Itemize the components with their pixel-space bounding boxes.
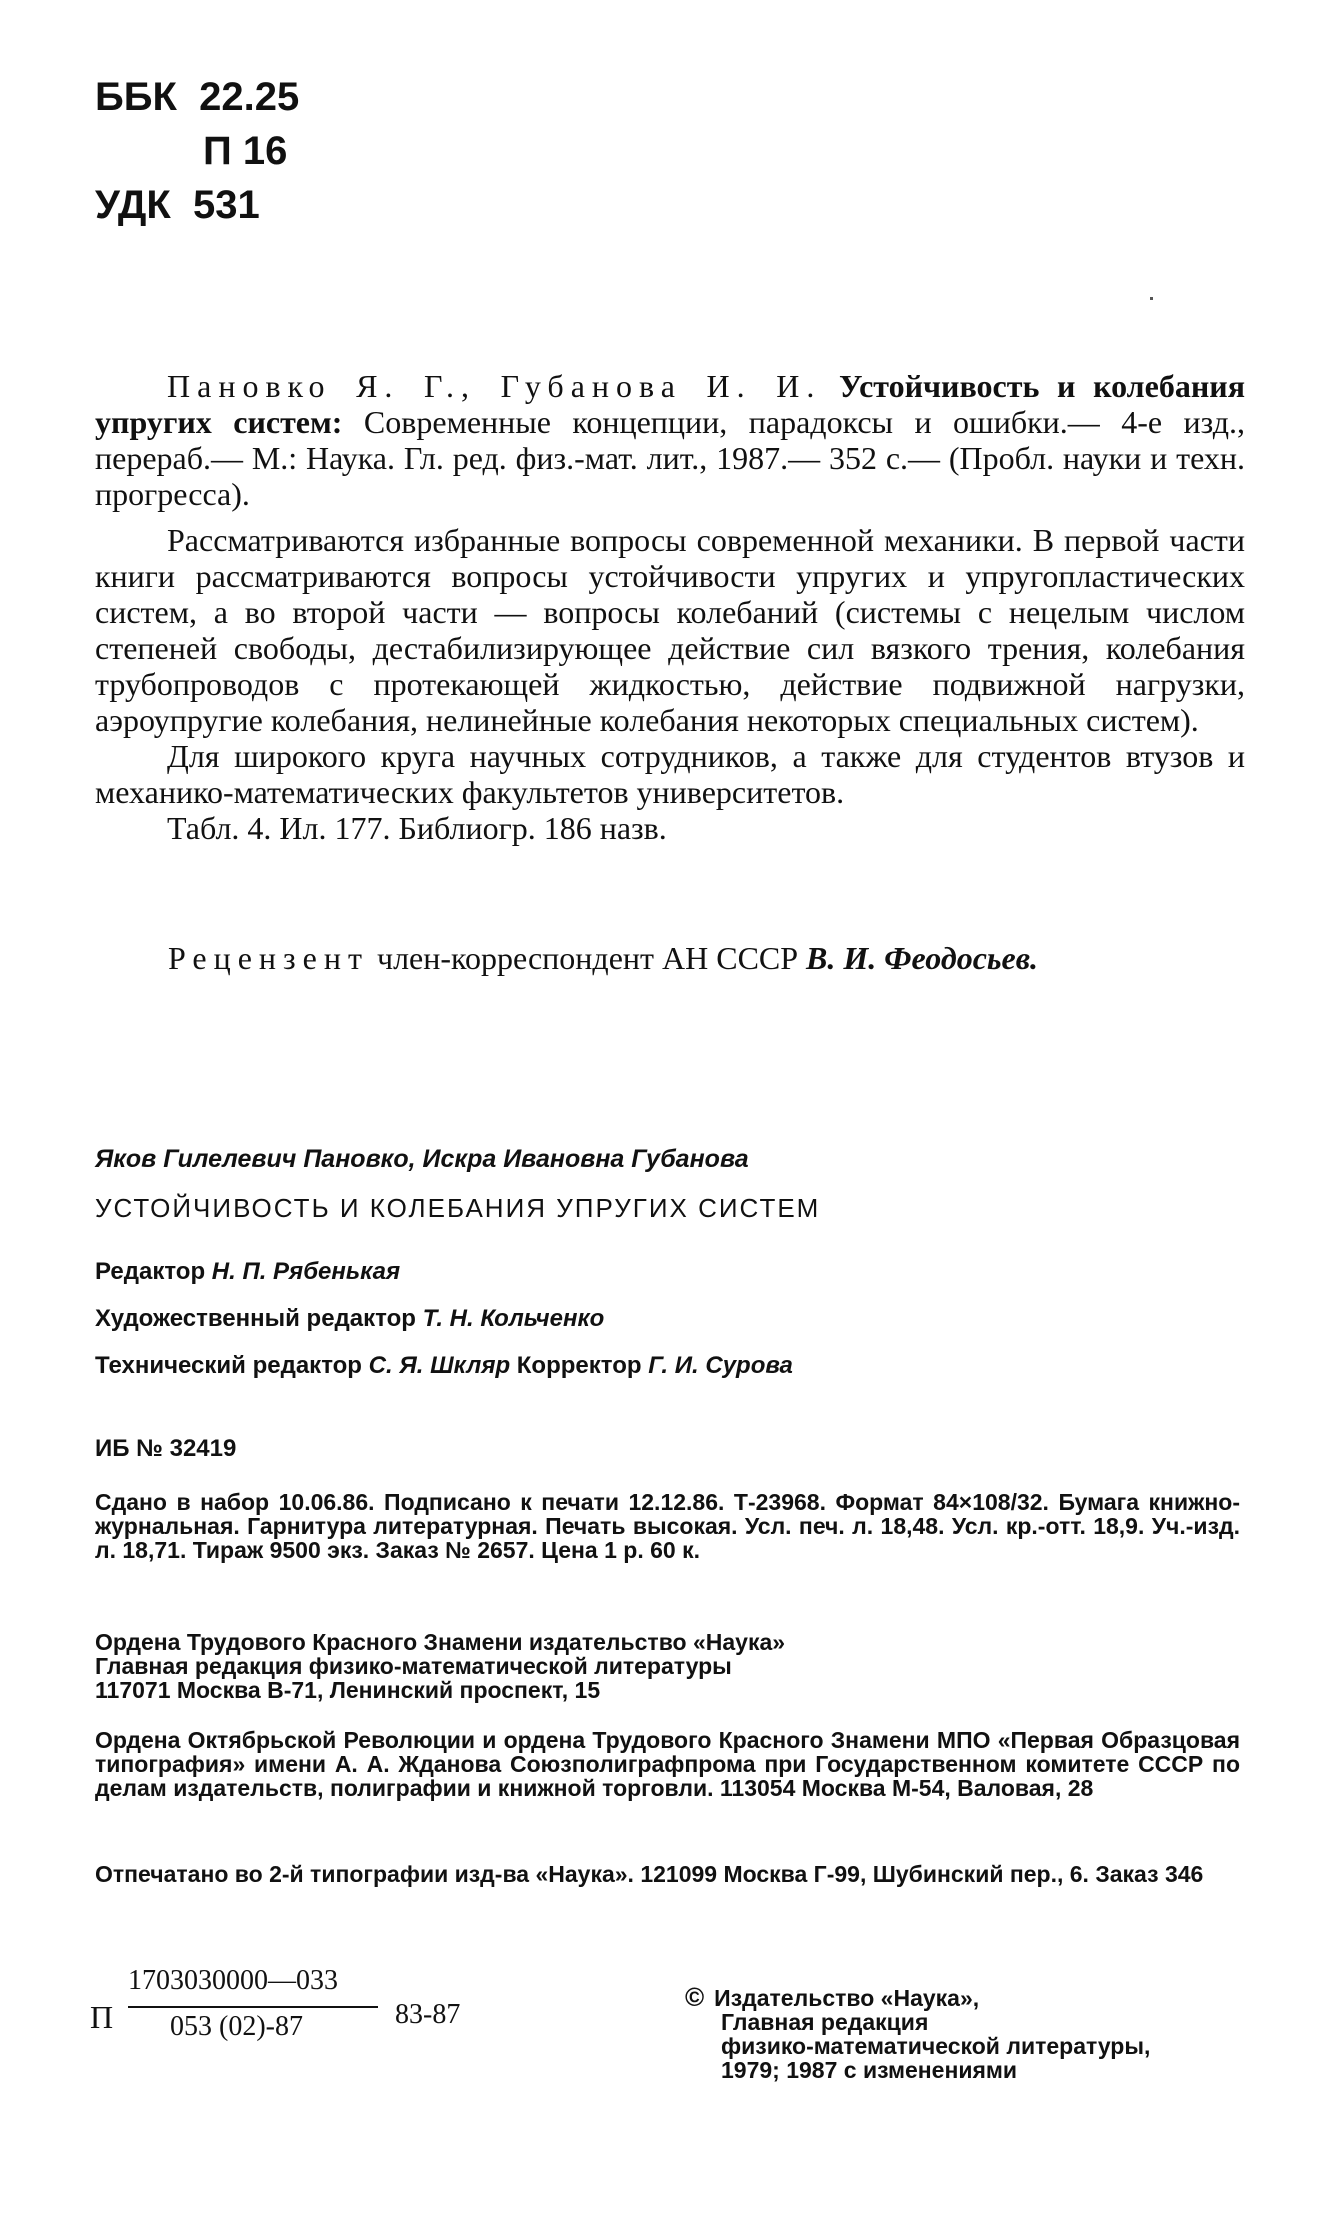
book-code bbox=[90, 1965, 510, 2075]
code-letter: П bbox=[90, 1999, 114, 2035]
second-printer-block bbox=[95, 1862, 1240, 1886]
tech-editor-line bbox=[95, 1352, 793, 1380]
copyright-line: 1979; 1987 с изменениями bbox=[721, 2057, 1018, 2083]
publisher-block bbox=[95, 1630, 1240, 1702]
udk-line bbox=[95, 178, 299, 232]
reviewer-name: В. И. Феодосьев. bbox=[806, 940, 1039, 976]
abstract-paragraph: Рассматриваются избранные вопросы современной механики. В первой части книги рассматриваются вопросы устойчивости упругих и упругопластических систем, а во второй части — вопросы колебаний (системы с нецелым числом степеней свободы, дестабилизирующее действие сил вязкого трения, колебания трубопроводов с протекающей жидкостью, действие подвижной нагрузки, аэроупругие колебания, нелинейные колебания некоторых специальных систем). bbox=[95, 522, 1245, 738]
classification-block bbox=[95, 70, 299, 232]
copyright-icon: © bbox=[685, 1982, 705, 2012]
udk-value: 531 bbox=[193, 183, 260, 227]
printer-block bbox=[95, 1728, 1240, 1800]
bib-title: Устойчивость и колебания упругих систем: bbox=[95, 368, 1246, 440]
art-editor-name: Т. Н. Кольченко bbox=[422, 1305, 605, 1332]
editor-label: Редактор bbox=[95, 1258, 206, 1285]
stats-line: Табл. 4. Ил. 177. Библиогр. 186 назв. bbox=[167, 810, 667, 846]
copyright-first-line bbox=[685, 1982, 1245, 2012]
bbk-label: ББК bbox=[95, 75, 177, 119]
bibliographic-entry bbox=[95, 368, 1245, 512]
bbk-line bbox=[95, 70, 299, 124]
reviewer-label: Рецензент bbox=[168, 940, 369, 976]
copyright-block bbox=[685, 1982, 1245, 2083]
publisher-address: 117071 Москва В-71, Ленинский проспект, 15 bbox=[95, 1677, 601, 1703]
publisher-line: Ордена Трудового Красного Знамени издательство «Наука» bbox=[95, 1629, 786, 1655]
author-mark: П 16 bbox=[203, 129, 288, 173]
tech-editor-name: С. Я. Шкляр bbox=[368, 1352, 511, 1379]
print-details-text: Сдано в набор 10.06.86. Подписано к печати 12.12.86. Т-23968. Формат 84×108/32. Бумага книжно-журнальная. Гарнитура литературная. Печать высокая. Усл. печ. л. 18,48. Усл. кр.-отт. 18,9. Уч.-изд. л. 18,71. Тираж 9500 экз. Заказ № 2657. Цена 1 р. 60 к. bbox=[95, 1489, 1240, 1563]
audience-paragraph: Для широкого круга научных сотрудников, а также для студентов втузов и механико-математических факультетов университетов. bbox=[95, 738, 1245, 810]
bbk-value: 22.25 bbox=[199, 75, 300, 119]
editor-line bbox=[95, 1258, 400, 1286]
reviewer-line bbox=[168, 940, 1038, 977]
speck bbox=[1150, 297, 1153, 300]
copyright-line: Издательство «Наука», bbox=[714, 1985, 980, 2011]
code-suffix: 83-87 bbox=[395, 1999, 461, 2030]
corrector-label: Корректор bbox=[516, 1352, 642, 1379]
imprint-authors: Яков Гилелевич Пановко, Искра Ивановна Губанова bbox=[95, 1145, 749, 1173]
ib-number: ИБ № 32419 bbox=[95, 1435, 237, 1462]
code-denominator: 053 (02)-87 bbox=[170, 2011, 303, 2042]
editor-name: Н. П. Рябенькая bbox=[211, 1258, 401, 1285]
art-editor-line bbox=[95, 1305, 604, 1333]
tech-editor-label: Технический редактор bbox=[95, 1352, 362, 1379]
imprint-book-title: УСТОЙЧИВОСТЬ И КОЛЕБАНИЯ УПРУГИХ СИСТЕМ bbox=[95, 1193, 821, 1223]
corrector-name: Г. И. Сурова bbox=[648, 1352, 793, 1379]
copyright-line: Главная редакция bbox=[721, 2009, 929, 2035]
udk-label: УДК bbox=[95, 183, 171, 227]
second-printer-text: Отпечатано во 2-й типографии изд-ва «Наука». 121099 Москва Г-99, Шубинский пер., 6. Заказ 346 bbox=[95, 1861, 1204, 1887]
bib-authors: Пановко Я. Г., Губанова И. И. bbox=[167, 368, 822, 404]
copyright-line: физико-математической литературы, bbox=[721, 2033, 1151, 2059]
code-numerator: 1703030000—033 bbox=[128, 1965, 338, 1996]
publisher-line: Главная редакция физико-математической литературы bbox=[95, 1653, 732, 1679]
fraction-line bbox=[128, 2006, 378, 2008]
annotation bbox=[95, 368, 1245, 846]
art-editor-label: Художественный редактор bbox=[95, 1305, 416, 1332]
bib-details: Современные концепции, парадоксы и ошибки.— 4-е изд., перераб.— М.: Наука. Гл. ред. физ.-мат. лит., 1987.— 352 с.— (Пробл. науки и техн. прогресса). bbox=[95, 404, 1245, 512]
print-details bbox=[95, 1490, 1240, 1562]
printer-text: Ордена Октябрьской Революции и ордена Трудового Красного Знамени МПО «Первая Образцовая типография» имени А. А. Жданова Союзполиграфпрома при Государственном комитете СССР по делам издательств, полиграфии и книжной торговли. 113054 Москва М-54, Валовая, 28 bbox=[95, 1727, 1240, 1801]
reviewer-text: член-корреспондент АН СССР bbox=[376, 940, 799, 976]
